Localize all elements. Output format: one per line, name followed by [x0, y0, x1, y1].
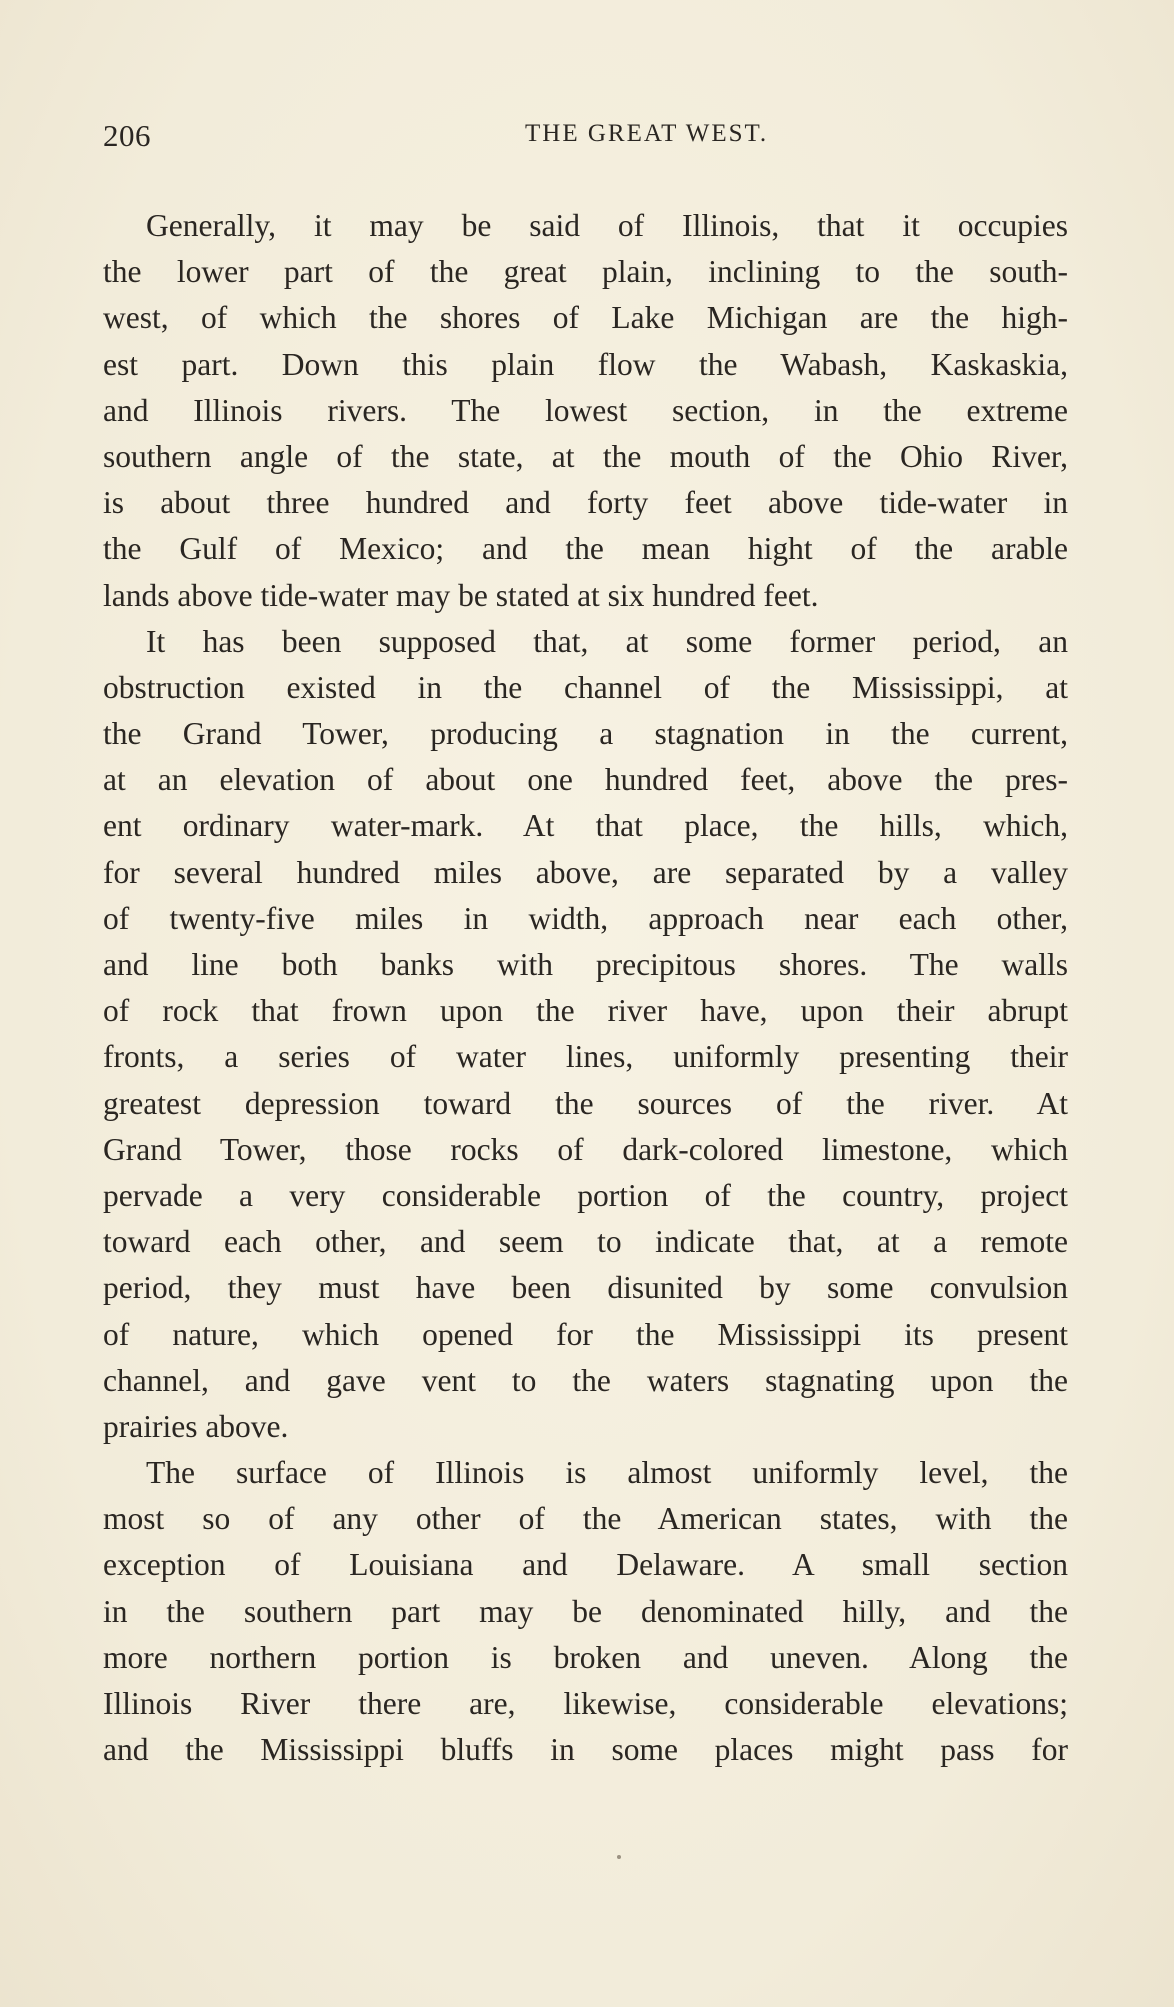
paragraph-1-line: the lower part of the great plain, inclining to the south- [103, 254, 1068, 290]
paragraph-1-line: lands above tide-water may be stated at six hundred feet. [103, 577, 819, 613]
paragraph-3-line: most so of any other of the American states, with the [103, 1501, 1068, 1537]
paragraph-3-line: Illinois River there are, likewise, considerable elevations; [103, 1686, 1068, 1721]
paragraph-2-line: pervade a very considerable portion of the country, project [103, 1177, 1068, 1213]
paragraph-2-line: prairies above. [103, 1408, 289, 1444]
paragraph-1-line: west, of which the shores of Lake Michigan are the high- [103, 300, 1068, 336]
paragraph-2-line: It has been supposed that, at some former period, an [146, 623, 1068, 659]
page-number: 206 [103, 118, 151, 153]
paragraph-2-line: of nature, which opened for the Mississippi its present [103, 1316, 1068, 1352]
paragraph-2-line: channel, and gave vent to the waters stagnating upon the [103, 1362, 1068, 1398]
paragraph-1-line: est part. Down this plain flow the Wabash, Kaskaskia, [103, 346, 1068, 382]
paragraph-1-line: and Illinois rivers. The lowest section, in the extreme [103, 392, 1068, 428]
paragraph-1-line: southern angle of the state, at the mouth of the Ohio River, [103, 438, 1068, 474]
paragraph-2-line: Grand Tower, those rocks of dark-colored limestone, which [103, 1131, 1068, 1167]
paragraph-1-line: is about three hundred and forty feet above tide-water in [103, 485, 1068, 521]
paragraph-1-line: the Gulf of Mexico; and the mean hight of the arable [103, 531, 1068, 567]
paragraph-2-line: the Grand Tower, producing a stagnation in the current, [103, 716, 1068, 752]
paragraph-2-line: ent ordinary water-mark. At that place, the hills, which, [103, 808, 1068, 844]
paragraph-1-line: Generally, it may be said of Illinois, that it occupies [146, 208, 1068, 243]
paragraph-2-line: greatest depression toward the sources of the river. At [103, 1085, 1068, 1121]
paragraph-2-line: period, they must have been disunited by some convulsion [103, 1270, 1068, 1306]
running-head: THE GREAT WEST. [525, 120, 769, 147]
paragraph-2-line: of rock that frown upon the river have, upon their abrupt [103, 993, 1068, 1029]
paragraph-3-line: The surface of Illinois is almost uniformly level, the [146, 1455, 1068, 1491]
paragraph-3-line: exception of Louisiana and Delaware. A small section [103, 1547, 1068, 1583]
page-header [103, 118, 1068, 158]
paragraph-2-line: of twenty-five miles in width, approach near each other, [103, 900, 1068, 936]
paragraph-3-line: and the Mississippi bluffs in some places might pass for [103, 1732, 1068, 1768]
paragraph-2-line: fronts, a series of water lines, uniformly presenting their [103, 1039, 1068, 1075]
paragraph-2-line: toward each other, and seem to indicate that, at a remote [103, 1224, 1068, 1260]
paragraph-3-line: more northern portion is broken and uneven. Along the [103, 1639, 1068, 1675]
paragraph-2-line: and line both banks with precipitous shores. The walls [103, 947, 1068, 982]
body-text [103, 203, 1068, 1773]
paragraph-2-line: at an elevation of about one hundred feet, above the pres- [103, 762, 1068, 798]
paragraph-2-line: obstruction existed in the channel of the Mississippi, at [103, 669, 1068, 705]
paragraph-3-line: in the southern part may be denominated hilly, and the [103, 1593, 1068, 1629]
paragraph-2-line: for several hundred miles above, are separated by a valley [103, 854, 1068, 890]
paper-speck [617, 1855, 621, 1859]
